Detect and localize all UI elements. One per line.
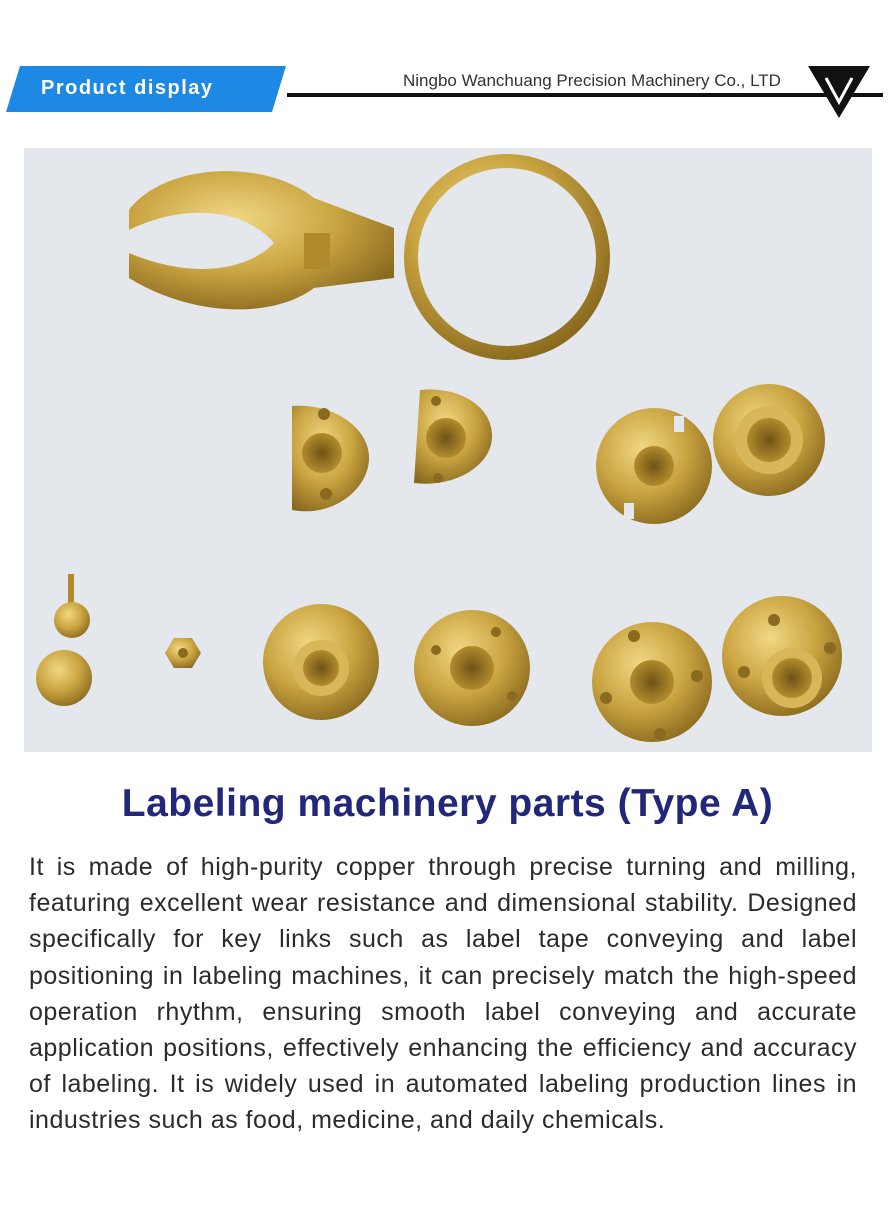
product-description: It is made of high-purity copper through precise turning and milling, featuring excellent wear resistance and dimensional stability. Designed specifically for key links such as label tape conveying and label positioning in labeling machines, it can precisely match the high-speed operation rhythm, ensuring smooth label conveying and accurate application positions, effectively enhancing the efficiency and accuracy of labeling. It is widely used in automated labeling production lines in industries such as food, medicine, and daily chemicals. bbox=[29, 853, 857, 1135]
company-name: Ningbo Wanchuang Precision Machinery Co., LTD bbox=[403, 71, 781, 90]
product-title: Labeling machinery parts (Type A) bbox=[121, 782, 774, 825]
hex-nut-part bbox=[165, 638, 201, 668]
threaded-flange-nut-1 bbox=[263, 604, 379, 720]
section-label: Product display bbox=[41, 77, 214, 99]
half-flange-part-1 bbox=[292, 406, 369, 512]
slotted-disc-part bbox=[596, 408, 712, 524]
clamp-ring-part bbox=[129, 161, 603, 353]
half-flange-part-2 bbox=[414, 389, 492, 483]
brass-parts-illustration bbox=[24, 148, 872, 752]
threaded-flange-nut-4 bbox=[722, 596, 842, 716]
header-rule bbox=[287, 93, 883, 97]
flanged-bushing-part-1 bbox=[713, 384, 825, 496]
threaded-flange-nut-2 bbox=[414, 610, 530, 726]
company-logo-icon bbox=[808, 66, 870, 118]
product-photo bbox=[24, 148, 872, 752]
threaded-flange-nut-3 bbox=[592, 622, 712, 742]
gourd-nozzle-part bbox=[36, 574, 92, 706]
